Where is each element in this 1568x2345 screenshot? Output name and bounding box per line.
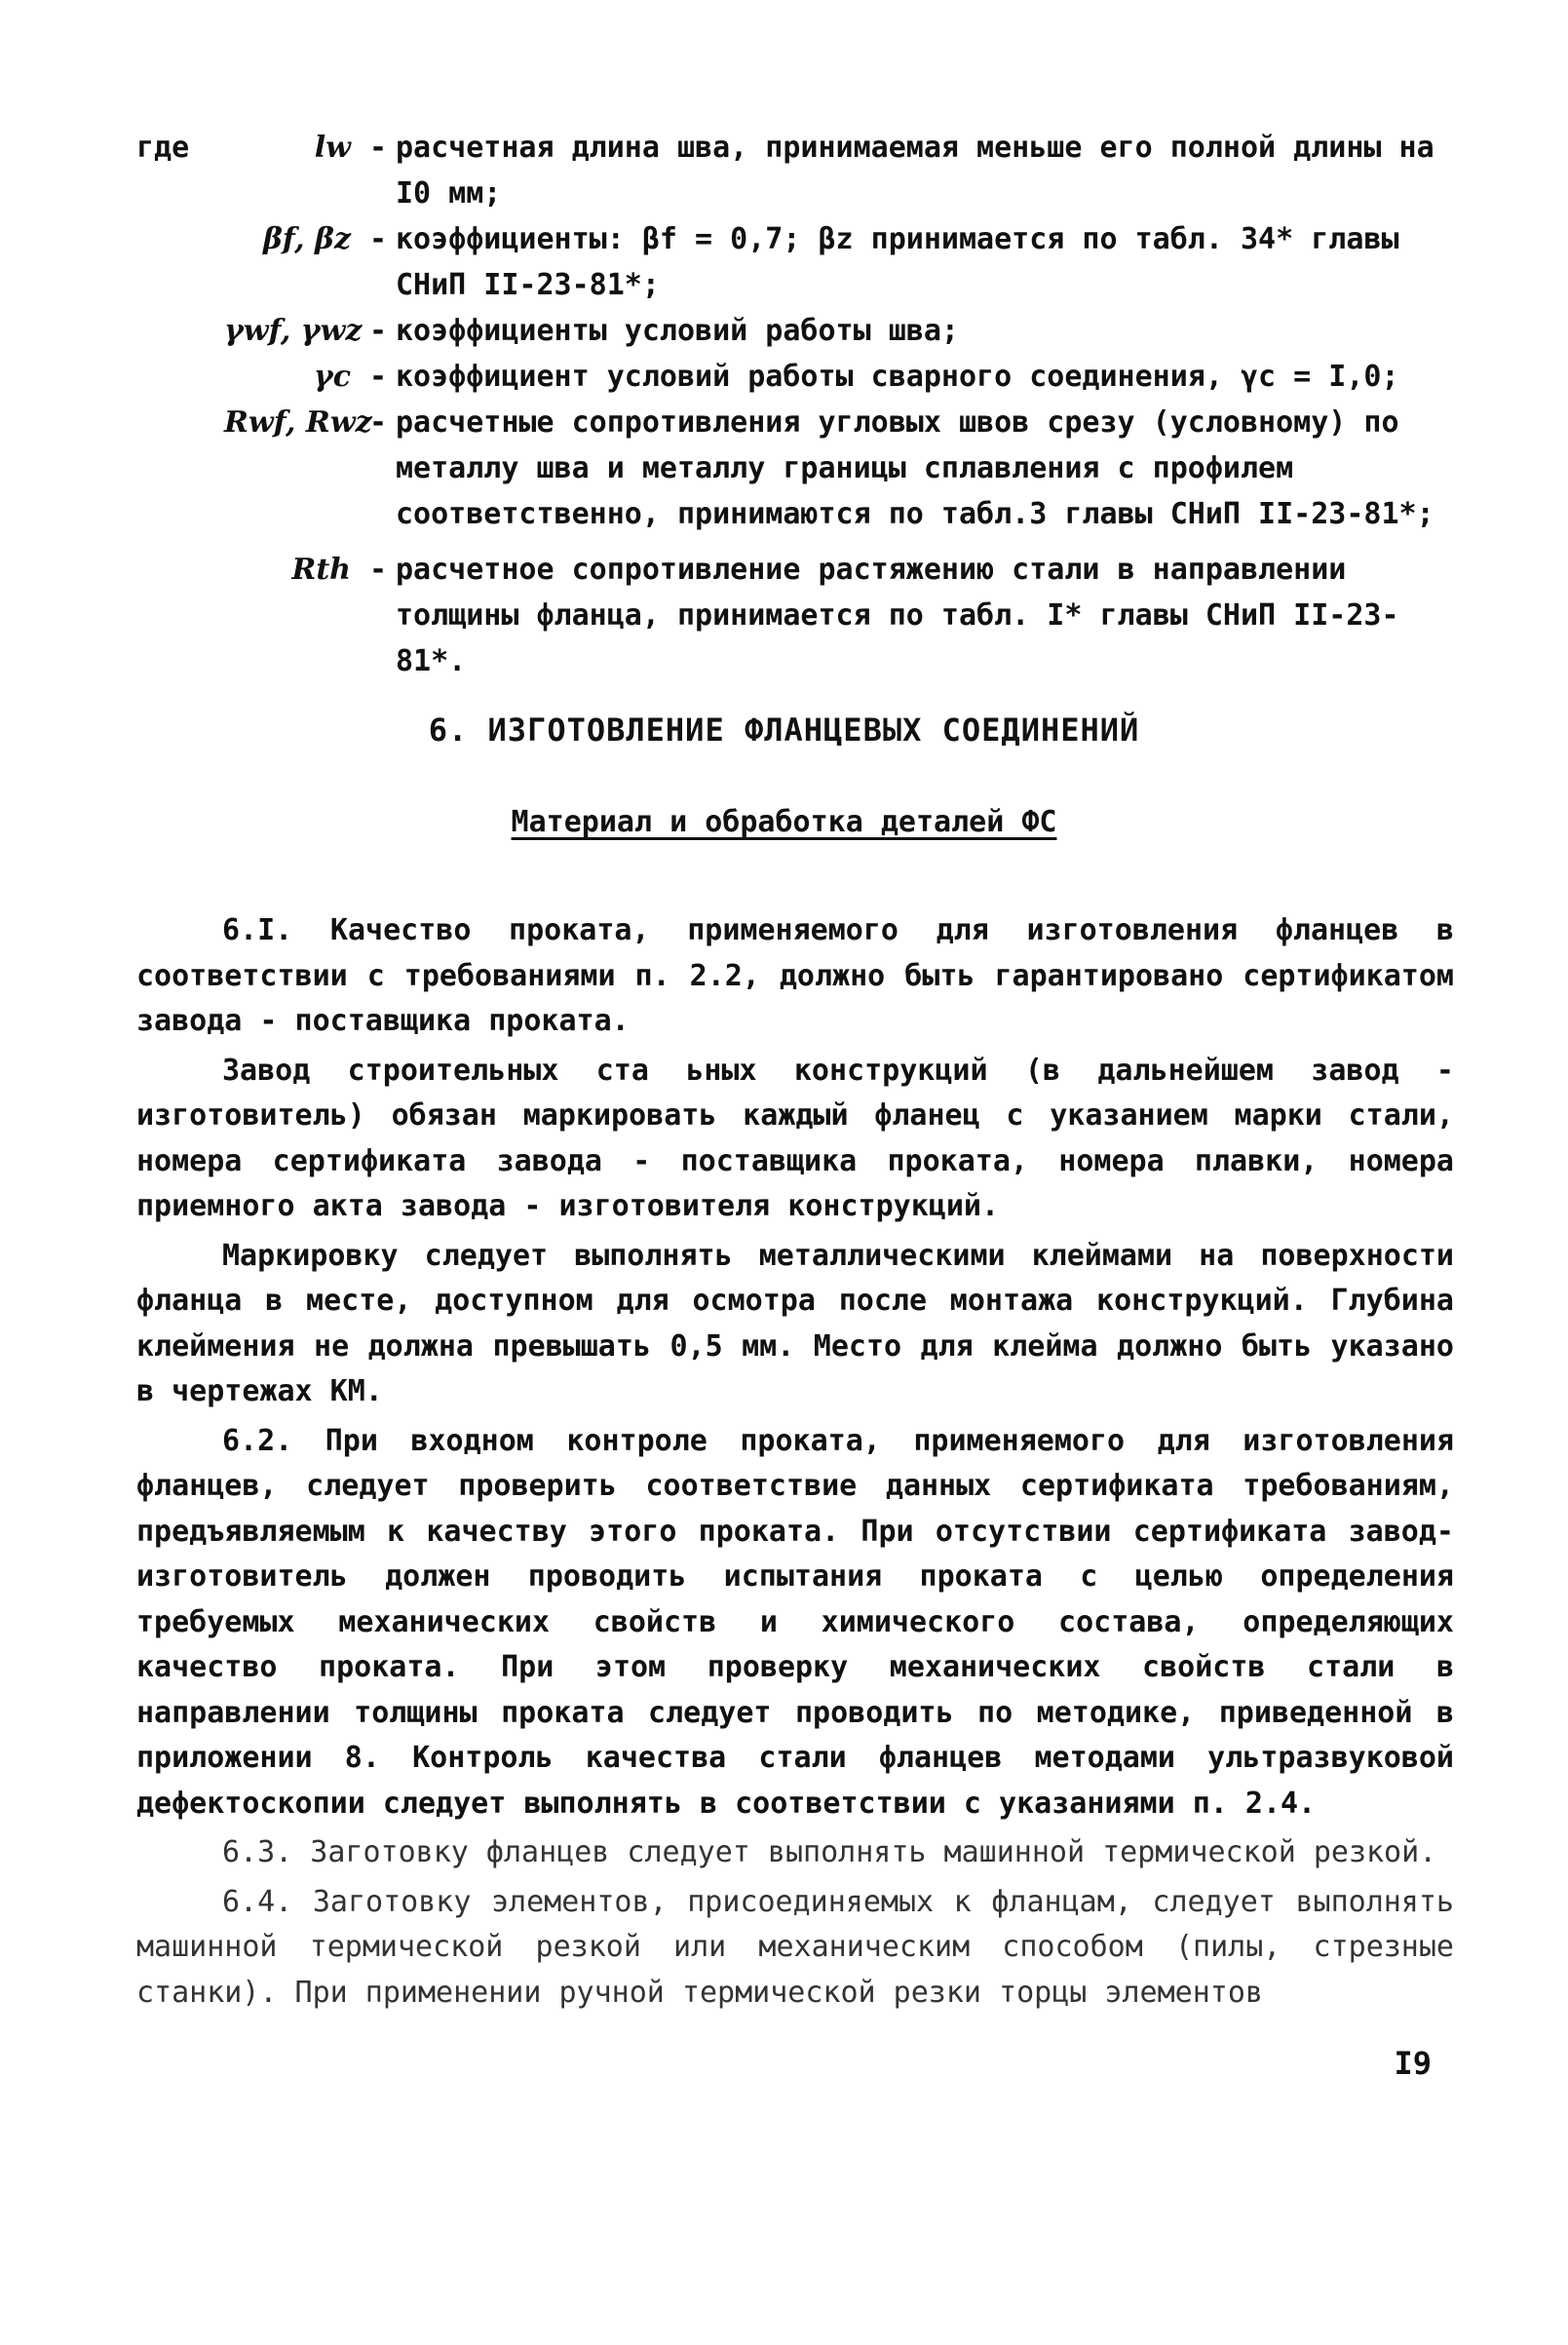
body-text xyxy=(136,908,1454,2019)
definition-item xyxy=(136,125,1452,216)
definition-dash: - xyxy=(368,131,388,165)
subsection-title-text: Материал и обработка деталей ФС xyxy=(511,805,1057,839)
paragraph: 6.3. Заготовку фланцев следует выполнять машинной термической резкой. xyxy=(222,1835,1437,1869)
definition-symbol: Rth xyxy=(291,553,351,587)
paragraph: 6.4. Заготовку элементов, присоединяемых к фланцам, следует выполнять машинной термической резкой или механическим способом (пилы, стрезные станки). При применении ручной термической резки торцы элементов xyxy=(136,1884,1454,2010)
definition-dash: - xyxy=(368,314,388,348)
definition-dash: - xyxy=(368,222,388,256)
definition-text: коэффициенты: βf = 0,7; βz принимается по табл. 34* главы СНиП II-23-81*; xyxy=(396,222,1417,302)
paragraph: 6.2. При входном контроле проката, применяемого для изготовления фланцев, следует проверить соответствие данных сертификата требованиям, предъявляемым к качеству этого проката. При отсутствии сертификата завод-изготовитель должен проводить испытания проката с целью определения требуемых механических свойств и химического состава, определяющих качество проката. При этом проверку механических свойств стали в направлении толщины проката следует проводить по методике, приведенной в приложении 8. Контроль качества стали фланцев методами ультразвуковой дефектоскопии следует выполнять в соответствии с указаниями п. 2.4. xyxy=(136,1423,1454,1821)
definition-item xyxy=(136,547,1452,684)
paragraph: Маркировку следует выполнять металлическими клеймами на поверхности фланца в месте, доступном для осмотра после монтажа конструкций. Глубина клеймения не должна превышать 0,5 мм. Место для клейма должно быть указано в чертежах КМ. xyxy=(136,1238,1454,1408)
definitions-list xyxy=(136,125,1452,684)
definition-symbol: γc xyxy=(313,360,351,394)
definition-text: расчетное сопротивление растяжению стали в направлении толщины фланца, принимается по табл. I* главы СНиП II-23-81*. xyxy=(396,553,1399,678)
definition-item xyxy=(136,354,1452,400)
section-title: 6. ИЗГОТОВЛЕНИЕ ФЛАНЦЕВЫХ СОЕДИНЕНИЙ xyxy=(428,711,1140,749)
definition-text: расчетная длина шва, принимаемая меньше его полной длины на I0 мм; xyxy=(396,131,1452,211)
paragraph: 6.I. Качество проката, применяемого для изготовления фланцев в соответствии с требованиями п. 2.2, должно быть гарантировано сертификатом завода - поставщика проката. xyxy=(136,913,1454,1038)
definition-item xyxy=(136,308,1452,354)
paragraph: Завод строительных ста ьных конструкций (в дальнейшем завод - изготовитель) обязан маркировать каждый фланец с указанием марки стали, номера сертификата завода - поставщика проката, номера плавки, номера приемного акта завода - изготовителя конструкций. xyxy=(136,1053,1454,1223)
definition-symbol: Rwf, Rwz xyxy=(224,405,372,440)
definition-item xyxy=(136,216,1452,308)
definition-text: расчетные сопротивления угловых швов срезу (условному) по металлу шва и металлу границы сплавления с профилем соответственно, принимаются по табл.3 главы СНиП II-23-81*; xyxy=(396,405,1434,531)
subsection-title xyxy=(0,805,1568,839)
page-number: I9 xyxy=(1394,2045,1432,2082)
definition-symbol: γwf, γwz xyxy=(224,314,363,348)
definition-symbol: βf, βz xyxy=(262,222,351,256)
definition-text: коэффициенты условий работы шва; xyxy=(396,314,959,348)
definition-lead: где xyxy=(136,131,190,165)
definition-dash: - xyxy=(368,405,388,440)
definition-text: коэффициент условий работы сварного соединения, γc = I,0; xyxy=(396,360,1399,394)
definition-item xyxy=(136,400,1452,537)
definition-dash: - xyxy=(368,360,388,394)
definition-dash: - xyxy=(368,553,388,587)
definition-symbol: lw xyxy=(314,131,351,165)
